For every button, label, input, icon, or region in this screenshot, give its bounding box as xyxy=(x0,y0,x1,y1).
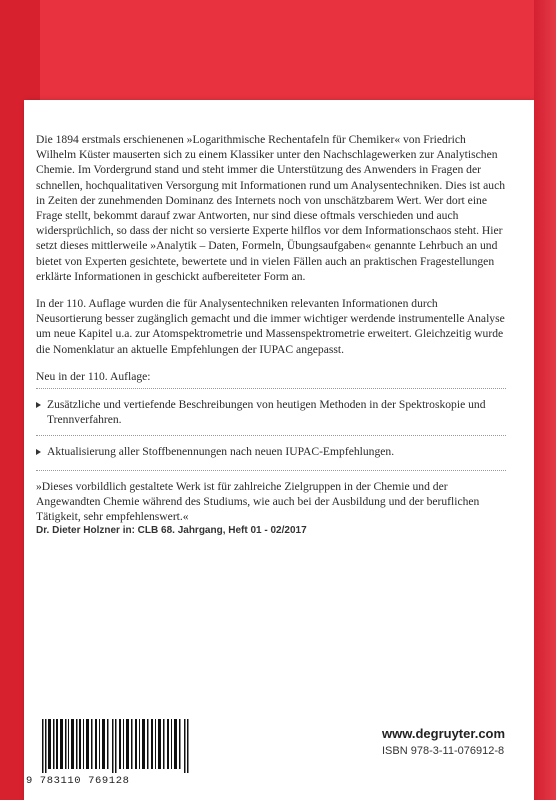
new-features-list xyxy=(36,397,506,460)
divider xyxy=(36,388,506,389)
back-cover-text xyxy=(36,132,506,537)
list-item: Aktualisierung aller Stoffbenennungen nach neuen IUPAC-Empfehlungen. xyxy=(36,444,506,459)
triangle-bullet-icon xyxy=(36,449,41,455)
divider xyxy=(36,435,506,436)
new-heading: Neu in der 110. Auflage: xyxy=(36,369,151,383)
barcode-digits: 9 783110 769128 xyxy=(26,775,130,787)
list-item: Zusätzliche und vertiefende Beschreibungen von heutigen Methoden in der Spektroskopie und Trennverfahren. xyxy=(36,397,506,427)
divider xyxy=(36,470,506,471)
publisher-website: www.degruyter.com xyxy=(382,726,506,741)
review-quote: »Dieses vorbildlich gestaltete Werk ist für zahlreiche Zielgruppen in der Chemie und der Angewandten Chemie während des Studiums, wie auch bei der Ausbildung und der beruflichen Tätigkeit, sehr empfehlenswert.« xyxy=(36,479,480,524)
reviewer-credit: Dr. Dieter Holzner in: CLB 68. Jahrgang, Heft 01 - 02/2017 xyxy=(36,525,307,537)
barcode-bars xyxy=(42,719,192,773)
triangle-bullet-icon xyxy=(36,402,41,408)
isbn-number: ISBN 978-3-11-076912-8 xyxy=(382,745,505,757)
intro-paragraph: Die 1894 erstmals erschienenen »Logarithmische Rechentafeln für Chemiker« von Friedrich Wilhelm Küster mauserten sich zu einem Klassiker unter den Nachschlagewerken zur Analytischen Chemie. Im Vordergrund stand und steht immer die Unterstützung des Anwenders in Fragen der schnellen, hochqualitativen Versorgung mit Informationen rund um Analysentechniken. Dies ist auch in Zeiten der zunehmenden Dominanz des Internets noch von unschätzbarem Wert. Wer dort eine Frage stellt, bekommt darauf zwar Antworten, nur sind diese oftmals verschieden und auch widersprüchlich, so dass der nicht so versierte Experte hilflos vor dem Informationschaos steht. Hier setzt dieses mittlerweile »Analytik – Daten, Formeln, Übungsaufgaben« genannte Lehrbuch an und bietet von Experten gesichtete, bewertete und in vielen Fällen auch an praktischen Fragestellungen erklärte Informationen in geschickt aufbereiteter Form an. xyxy=(36,133,506,283)
isbn-barcode xyxy=(24,719,194,787)
spine-edge xyxy=(534,0,556,800)
edition-paragraph: In der 110. Auflage wurden die für Analysentechniken relevanten Informationen durch Neusortierung besser zugänglich gemacht und die immer wichtiger werdende instrumentelle Analyse um neue Kapitel u.a. zur Atomspektrometrie und Massenspektrometrie erweitert. Gleichzeitig wurde die Nomenklatur an aktuelle Empfehlungen der IUPAC angepasst. xyxy=(36,297,505,356)
